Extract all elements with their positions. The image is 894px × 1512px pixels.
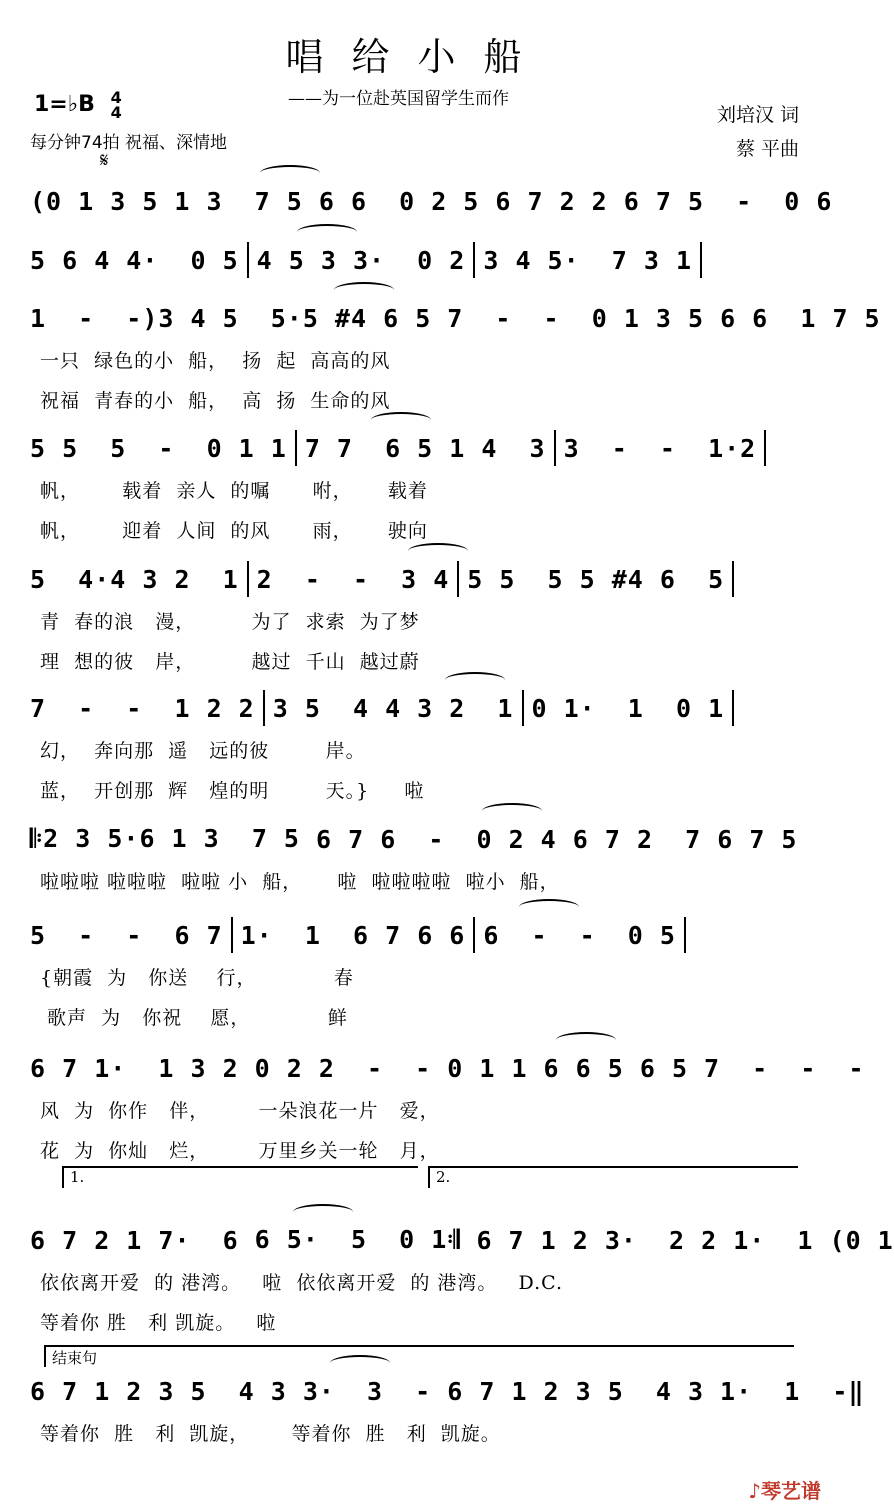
- slur-mark: [371, 412, 431, 428]
- time-top: 4: [110, 88, 122, 107]
- measure: 3 3· 3 -: [270, 1376, 432, 1406]
- measure: 1 - -)3 4: [30, 303, 207, 333]
- bar-line: [263, 690, 265, 726]
- measure: 3 1· 1 -‖: [687, 1376, 865, 1406]
- bar-line: [247, 242, 249, 278]
- measure: (0 1: [30, 186, 95, 216]
- measure: 5 5 5 - 0 1 1: [30, 433, 287, 463]
- lyric-line: 理 想的彼 岸， 越过 千山 越过蔚: [40, 651, 420, 673]
- slur-mark: [297, 224, 357, 240]
- slur-mark: [260, 165, 320, 181]
- lyricist-credit: 刘培汉 词: [716, 104, 799, 126]
- measure: 0 2 2 - -: [254, 1053, 432, 1083]
- notation-row: [30, 185, 833, 217]
- measure: 6 7 1 2 3 5 4: [447, 1376, 672, 1406]
- lyric-line: 啦啦啦 啦啦啦 啦啦 小 船， 啦 啦啦啦啦 啦小 船，: [40, 871, 560, 893]
- notation-row: [30, 244, 810, 276]
- composer-credit: 蔡 平曲: [735, 138, 799, 160]
- bar-line: [231, 917, 233, 953]
- bar-line: [473, 242, 475, 278]
- measure: 5 6 4 4· 0 5: [30, 245, 239, 275]
- lyric-line: 蓝， 开创那 辉 煌的明 天。} 啦: [40, 780, 425, 802]
- lyric-line: 帆， 迎着 人间 的风 雨， 驶向: [40, 520, 428, 542]
- slur-mark: [482, 803, 542, 819]
- bar-line: [700, 242, 702, 278]
- page-title: 唱给小船: [285, 35, 550, 79]
- measure: 1· 1 6 7 6 6: [240, 920, 466, 950]
- bar-line: [522, 690, 524, 726]
- measure: 6 7 2 1 7· 6: [30, 1225, 239, 1255]
- measure: 6 7 6 - 0 2: [315, 824, 525, 854]
- lyric-line: 一只 绿色的小 船， 扬 起 高高的风: [40, 350, 391, 372]
- measure: 7 - - 0 1: [447, 303, 640, 333]
- lyric-line: 青 春的浪 漫， 为了 求索 为了梦: [40, 611, 420, 633]
- key-label: 1=♭B: [34, 92, 95, 117]
- measure: 2 - - 3 4: [256, 564, 450, 594]
- lyric-line: 帆， 载着 亲人 的嘱 咐， 载着: [40, 480, 428, 502]
- measure: 6 7 1 2 3 5 4: [30, 1376, 255, 1406]
- measure: 5 4·4 3 2 1: [30, 564, 239, 594]
- lyric-line: 依依离开爱 的 港湾。 啦 依依离开爱 的 港湾。 D.C.: [40, 1272, 564, 1294]
- slur-mark: [293, 1204, 353, 1220]
- logo-text: 琴艺谱: [761, 1479, 821, 1503]
- lyric-line: 等着你 胜 利 凯旋， 等着你 胜 利 凯旋。: [40, 1423, 501, 1445]
- slur-mark: [334, 282, 394, 298]
- notation-row: [30, 692, 810, 724]
- bar-line: [554, 430, 556, 466]
- slur-mark: [330, 1355, 390, 1371]
- slur-mark: [445, 672, 505, 688]
- measure: 6 7 1 2 3· 2: [476, 1225, 686, 1255]
- bar-line: [473, 917, 475, 953]
- measure: 0 1 1 6 6 5 6 5: [447, 1053, 689, 1083]
- slur-mark: [408, 543, 468, 559]
- measure: 0 1· 1 0 1: [531, 693, 725, 723]
- notation-row: [30, 823, 810, 855]
- time-bottom: 4: [110, 103, 122, 122]
- lyric-line: 祝福 青春的小 船， 高 扬 生命的风: [40, 390, 391, 412]
- notation-row: [30, 302, 881, 334]
- bar-line: [764, 430, 766, 466]
- measure: 3 4 5· 7 3 1: [483, 245, 693, 275]
- subtitle: ——为一位赴英国留学生而作: [288, 89, 509, 109]
- measure: 5 5 5 5 #4 6 5: [467, 564, 725, 594]
- notation-row: [30, 1375, 865, 1407]
- notation-row: [30, 563, 810, 595]
- notation-row: [30, 1224, 894, 1256]
- measure: 3 5 1 3 7 5 6: [110, 186, 335, 216]
- measure: 7 - - 1 2 2: [30, 693, 255, 723]
- measure: 6 - - 0 5: [483, 920, 676, 950]
- measure: 5 5·5 #4 6 5: [222, 303, 432, 333]
- bar-line: [457, 561, 459, 597]
- bar-line: [732, 690, 734, 726]
- measure: 3 5 4 4 3 2 1: [272, 693, 514, 723]
- tempo-marking: 每分钟74拍 祝福、深情地: [30, 133, 228, 153]
- ending-phrase-bracket: 结束句: [44, 1345, 794, 1367]
- notation-row: [30, 1052, 865, 1084]
- volta-first-ending: 1.: [62, 1166, 418, 1188]
- bar-line: [247, 561, 249, 597]
- lyric-line: 歌声 为 你祝 愿， 鲜: [40, 1007, 348, 1029]
- measure: 2 1· 1 (0 1: [701, 1225, 894, 1255]
- measure: 6 5· 5 0 1𝄇: [254, 1225, 461, 1254]
- lyric-line: 花 为 你灿 烂， 万里乡关一轮 月，: [40, 1140, 440, 1162]
- measure: 𝄆2 3 5·6 1 3 7 5: [30, 824, 300, 853]
- measure: 6 7 1· 1 3 2: [30, 1053, 239, 1083]
- notation-row: [30, 919, 810, 951]
- notation-row: [30, 432, 810, 464]
- measure: 3 - - 1·2: [563, 433, 757, 463]
- slur-mark: [556, 1032, 616, 1048]
- lyric-line: 幻， 奔向那 遥 远的彼 岸。: [40, 740, 366, 762]
- measure: 3 5 6 6 1 7 5: [655, 303, 881, 333]
- segno-sign: 𝄋: [100, 148, 109, 172]
- measure: 2 6 7 5 - 0 6: [591, 186, 833, 216]
- lyric-line: 风 为 你作 伴， 一朵浪花一片 爱，: [40, 1100, 440, 1122]
- lyric-line: {朝霞 为 你送 行， 春: [40, 967, 354, 989]
- slur-mark: [519, 899, 579, 915]
- measure: 7 - - -: [704, 1053, 865, 1083]
- measure: 4 6 7 2 7 6 7 5: [540, 824, 798, 854]
- lyric-line: 等着你 胜 利 凯旋。 啦: [40, 1312, 277, 1334]
- key-signature: [34, 90, 122, 120]
- bar-line: [684, 917, 686, 953]
- bar-line: [295, 430, 297, 466]
- measure: 7 7 6 5 1 4 3: [304, 433, 546, 463]
- measure: 6 0 2 5 6 7 2: [350, 186, 576, 216]
- measure: 5 - - 6 7: [30, 920, 223, 950]
- site-logo: ♪琴艺谱: [748, 1479, 821, 1503]
- volta-second-ending: 2.: [428, 1166, 798, 1188]
- measure: 4 5 3 3· 0 2: [256, 245, 466, 275]
- bar-line: [732, 561, 734, 597]
